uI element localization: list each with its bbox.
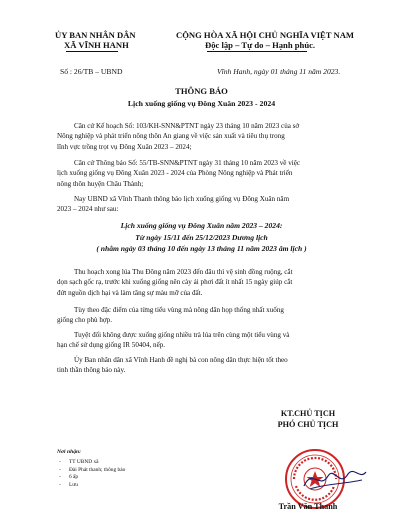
recipient-item: - TT UBND xã [57,459,125,467]
recipient-item: - Đài Phát thanh; thông báo [57,467,125,475]
place-and-date: Vĩnh Hanh, ngày 01 tháng 11 năm 2023. [217,67,341,76]
text-line: Thu hoạch xong lúa Thu Đông năm 2023 đến đâu thì vệ sinh đồng ruộng, cắt [74,268,293,276]
agency-name-line1: ỦY BAN NHÂN DÂN [55,30,136,40]
text-line: Nông nghiệp và phát triển nông thôn An giang về việc sản xuất và tiêu thụ trong [57,132,285,141]
nation-motto: Độc lập – Tự do – Hạnh phúc. [205,40,316,50]
recipient-item: - Lưu [57,482,125,490]
text-line: Tùy theo đặc điểm của từng tiểu vùng mà nông dân họp thống nhất xuống [74,306,284,314]
text-line: đứt nguồn dịch hại và làm tăng sự màu mỡ của đất. [57,288,203,297]
signer-role-line2: PHÓ CHỦ TỊCH [277,420,339,429]
text-line: tinh thần thông báo này. [57,366,126,375]
signer-role-line1: KT.CHỦ TỊCH [280,409,336,418]
signer-name: Trần Văn Thanh [278,502,338,511]
nation-name: CỘNG HÒA XÃ HỘI CHỦ NGHĨA VIỆT NAM [176,30,355,40]
schedule-lunar-dates: ( nhằm ngày 03 tháng 10 đến ngày 13 tháng 11 năm 2023 âm lịch ) [96,244,307,253]
schedule-solar-dates: Từ ngày 15/11 đến 25/12/2023 Dương lịch [135,233,268,242]
notice-subheading: Lịch xuống giống vụ Đông Xuân 2023 - 2024 [127,99,276,108]
agency-name-line2: XÃ VĨNH HANH [64,40,129,50]
text-line: Tuyệt đối không được xuống giống nhiều trà lúa trên cùng một tiểu vùng và [74,331,290,339]
recipients-heading: Nơi nhận: [57,449,81,455]
text-line: Nay UBND xã Vĩnh Thanh thông báo lịch xuống giống vụ Đông Xuân năm [74,195,290,203]
notice-heading: THÔNG BÁO [175,86,228,96]
motto-underline [207,51,307,52]
text-line: nông thôn huyện Châu Thành; [57,179,144,188]
text-line: Căn cứ Thông báo Số: 55/TB-SNN&PTNT ngày 31 tháng 10 năm 2023 về việc [74,159,301,167]
text-line: lịch xuống giống vụ Đông Xuân 2023 - 2024 của Phòng Nông nghiệp và Phát triển [57,169,293,178]
schedule-title: Lịch xuống giống vụ Đông Xuân năm 2023 – 2024: [120,221,283,230]
text-line: hạn chế sử dụng giống IR 50404, nếp. [57,341,166,350]
text-line: giống cho phù hợp. [57,316,112,325]
text-line: dọn sạch gốc rạ, trước khi xuống giống nên cày ải phơi đất ít nhất 15 ngày giúp cắt [57,278,293,287]
text-line: 2023 – 2024 như sau: [57,205,119,214]
text-line: lĩnh vực trồng trọt vụ Đông Xuân 2023 – 2024; [57,142,192,151]
handwritten-signature [300,462,370,494]
recipient-item: - 6 ấp [57,474,125,482]
text-line: Ủy Ban nhân dân xã Vĩnh Hanh đề nghị bà con nông dân thực hiện tốt theo [74,356,288,364]
document-number: Số : 26/TB – UBND [60,67,123,76]
agency-underline [66,51,118,52]
text-line: Căn cứ Kế hoạch Số: 103/KH-SNN&PTNT ngày 23 tháng 10 năm 2023 của sở [74,122,300,130]
recipients-list [57,459,125,489]
